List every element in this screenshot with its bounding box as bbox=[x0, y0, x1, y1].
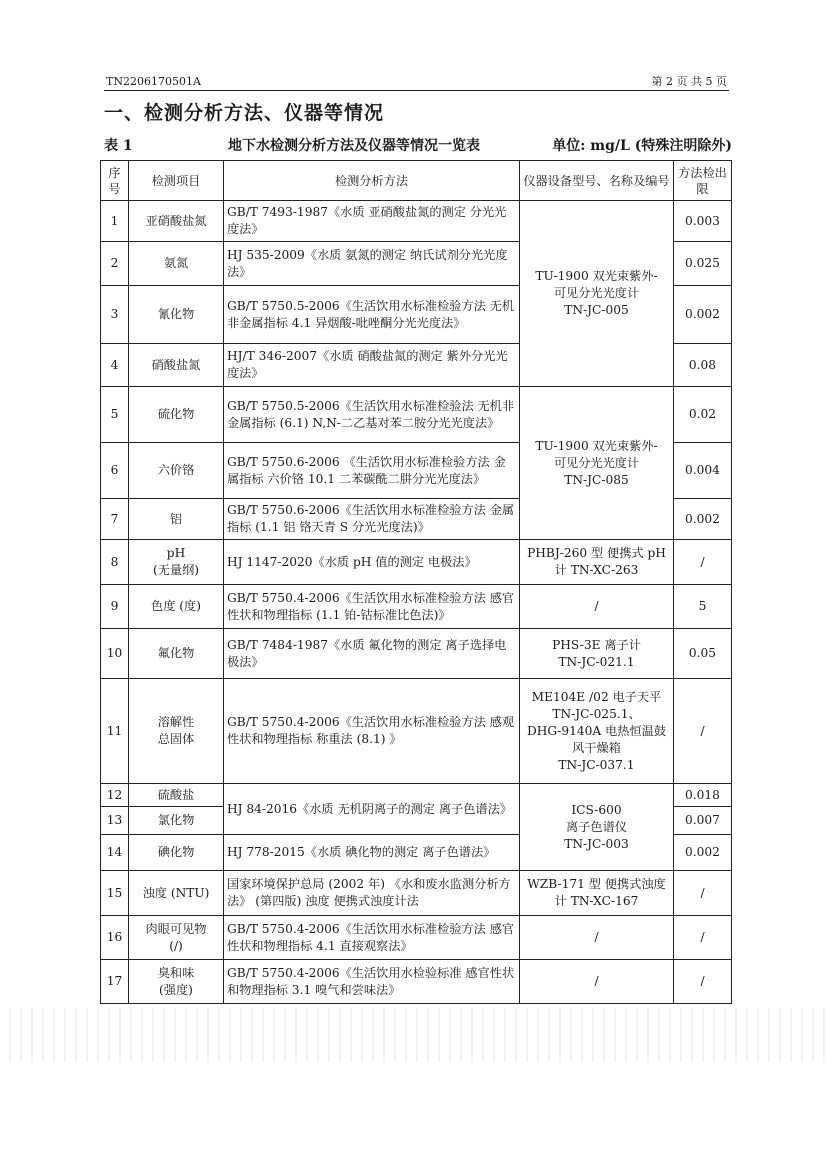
row-item: 碘化物 bbox=[129, 835, 224, 871]
row-limit: / bbox=[674, 540, 732, 585]
row-no: 8 bbox=[101, 540, 129, 585]
row-method: HJ 535-2009《水质 氨氮的测定 纳氏试剂分光光度法》 bbox=[224, 242, 520, 286]
row-limit: 5 bbox=[674, 585, 732, 629]
row-item: 氰化物 bbox=[129, 286, 224, 344]
row-item: 硫化物 bbox=[129, 387, 224, 443]
row-item: 硝酸盐氮 bbox=[129, 344, 224, 387]
row-item: 氟化物 bbox=[129, 629, 224, 679]
row-method: HJ/T 346-2007《水质 硝酸盐氮的测定 紫外分光光度法》 bbox=[224, 344, 520, 387]
row-method: GB/T 7484-1987《水质 氟化物的测定 离子选择电极法》 bbox=[224, 629, 520, 679]
row-no: 12 bbox=[101, 784, 129, 807]
table-row bbox=[101, 916, 732, 960]
table-row bbox=[101, 585, 732, 629]
instrument-text: TU-1900 双光束紫外- 可见分光光度计 TN-JC-085 bbox=[535, 438, 658, 487]
table-title-row bbox=[104, 135, 732, 155]
row-method: GB/T 7493-1987《水质 亚硝酸盐氮的测定 分光光度法》 bbox=[224, 201, 520, 242]
table-row bbox=[101, 629, 732, 679]
row-item: pH (无量纲) bbox=[129, 540, 224, 585]
row-item: 六价铬 bbox=[129, 443, 224, 499]
table-row bbox=[101, 784, 732, 807]
document-number: TN2206170501A bbox=[106, 75, 201, 88]
row-limit: 0.002 bbox=[674, 835, 732, 871]
row-limit: 0.002 bbox=[674, 286, 732, 344]
header-instrument: 仪器设备型号、名称及编号 bbox=[520, 161, 674, 201]
row-item: 浊度 (NTU) bbox=[129, 871, 224, 916]
row-instrument: ME104E /02 电子天平 TN-JC-025.1、 DHG-9140A 电热恒温鼓风干燥箱 TN-JC-037.1 bbox=[520, 679, 674, 784]
table-row bbox=[101, 871, 732, 916]
row-limit: 0.08 bbox=[674, 344, 732, 387]
row-limit: / bbox=[674, 916, 732, 960]
row-method: GB/T 5750.6-2006 《生活饮用水标准检验方法 金属指标 六价铬 10.1 二苯碳酰二肼分光光度法》 bbox=[224, 443, 520, 499]
scan-edge-marks bbox=[0, 1008, 827, 1062]
row-instrument-merged bbox=[520, 201, 674, 387]
row-method-merged: HJ 84-2016《水质 无机阴离子的测定 离子色谱法》 bbox=[224, 784, 520, 835]
header-item: 检测项目 bbox=[129, 161, 224, 201]
instrument-text: ICS-600 离子色谱仪 TN-JC-003 bbox=[564, 802, 629, 851]
row-instrument-merged bbox=[520, 784, 674, 871]
row-no: 6 bbox=[101, 443, 129, 499]
row-limit: 0.018 bbox=[674, 784, 732, 807]
row-item: 溶解性 总固体 bbox=[129, 679, 224, 784]
row-instrument: / bbox=[520, 916, 674, 960]
row-no: 11 bbox=[101, 679, 129, 784]
row-no: 16 bbox=[101, 916, 129, 960]
row-instrument-merged bbox=[520, 387, 674, 540]
row-limit: 0.007 bbox=[674, 807, 732, 835]
row-method: HJ 1147-2020《水质 pH 值的测定 电极法》 bbox=[224, 540, 520, 585]
row-instrument: / bbox=[520, 960, 674, 1004]
row-instrument: PHBJ-260 型 便携式 pH 计 TN-XC-263 bbox=[520, 540, 674, 585]
table-unit: 单位: mg/L (特殊注明除外) bbox=[552, 138, 732, 154]
row-method: GB/T 5750.4-2006《生活饮用水标准检验方法 感官性状和物理指标 4.1 直接观察法》 bbox=[224, 916, 520, 960]
row-method: HJ 778-2015《水质 碘化物的测定 离子色谱法》 bbox=[224, 835, 520, 871]
table-row bbox=[101, 387, 732, 443]
header-method: 检测分析方法 bbox=[224, 161, 520, 201]
row-method: GB/T 5750.5-2006《生活饮用水标准检验方法 无机非金属指标 4.1 异烟酸-吡唑酮分光光度法》 bbox=[224, 286, 520, 344]
header-no: 序号 bbox=[101, 161, 129, 201]
table-row bbox=[101, 960, 732, 1004]
row-method: 国家环境保护总局 (2002 年) 《水和废水监测分析方法》 (第四版) 浊度 便携式浊度计法 bbox=[224, 871, 520, 916]
row-item: 铝 bbox=[129, 499, 224, 540]
instrument-text: TU-1900 双光束紫外- 可见分光光度计 TN-JC-005 bbox=[535, 269, 658, 317]
row-limit: / bbox=[674, 871, 732, 916]
row-no: 10 bbox=[101, 629, 129, 679]
row-no: 7 bbox=[101, 499, 129, 540]
row-limit: / bbox=[674, 960, 732, 1004]
row-item: 硫酸盐 bbox=[129, 784, 224, 807]
row-no: 4 bbox=[101, 344, 129, 387]
row-no: 13 bbox=[101, 807, 129, 835]
page-header bbox=[104, 74, 729, 91]
table-header-row bbox=[101, 161, 732, 201]
row-instrument: WZB-171 型 便携式浊度计 TN-XC-167 bbox=[520, 871, 674, 916]
row-instrument: / bbox=[520, 585, 674, 629]
table-label: 表 1 bbox=[104, 138, 133, 154]
row-no: 15 bbox=[101, 871, 129, 916]
row-no: 9 bbox=[101, 585, 129, 629]
row-instrument: PHS-3E 离子计 TN-JC-021.1 bbox=[520, 629, 674, 679]
row-limit: 0.003 bbox=[674, 201, 732, 242]
row-no: 14 bbox=[101, 835, 129, 871]
table-row bbox=[101, 679, 732, 784]
row-method: GB/T 5750.4-2006《生活饮用水标准检验方法 感官性状和物理指标 (1.1 铂-钴标准比色法)》 bbox=[224, 585, 520, 629]
row-no: 3 bbox=[101, 286, 129, 344]
row-limit: / bbox=[674, 679, 732, 784]
row-item: 肉眼可见物 (/) bbox=[129, 916, 224, 960]
table-caption: 地下水检测分析方法及仪器等情况一览表 bbox=[228, 138, 480, 154]
row-no: 1 bbox=[101, 201, 129, 242]
row-item: 氯化物 bbox=[129, 807, 224, 835]
row-limit: 0.025 bbox=[674, 242, 732, 286]
row-limit: 0.004 bbox=[674, 443, 732, 499]
row-method: GB/T 5750.5-2006《生活饮用水标准检验法 无机非金属指标 (6.1) N,N-二乙基对苯二胺分光光度法》 bbox=[224, 387, 520, 443]
row-limit: 0.05 bbox=[674, 629, 732, 679]
row-no: 17 bbox=[101, 960, 129, 1004]
row-method: GB/T 5750.4-2006《生活饮用水检验标准 感官性状和物理指标 3.1 嗅气和尝味法》 bbox=[224, 960, 520, 1004]
row-limit: 0.002 bbox=[674, 499, 732, 540]
row-no: 2 bbox=[101, 242, 129, 286]
row-item: 氨氮 bbox=[129, 242, 224, 286]
row-method: GB/T 5750.4-2006《生活饮用水标准检验方法 感观性状和物理指标 称重法 (8.1) 》 bbox=[224, 679, 520, 784]
row-limit: 0.02 bbox=[674, 387, 732, 443]
table-row bbox=[101, 540, 732, 585]
row-item: 臭和味 (强度) bbox=[129, 960, 224, 1004]
page-indicator: 第 2 页 共 5 页 bbox=[651, 75, 727, 88]
row-no: 5 bbox=[101, 387, 129, 443]
section-title: 一、检测分析方法、仪器等情况 bbox=[104, 102, 385, 124]
row-method: GB/T 5750.6-2006《生活饮用水标准检验方法 金属指标 (1.1 铝 铬天青 S 分光光度法)》 bbox=[224, 499, 520, 540]
header-limit: 方法检出限 bbox=[674, 161, 732, 201]
table-row bbox=[101, 201, 732, 242]
row-item: 亚硝酸盐氮 bbox=[129, 201, 224, 242]
methods-table bbox=[100, 160, 732, 1004]
row-item: 色度 (度) bbox=[129, 585, 224, 629]
